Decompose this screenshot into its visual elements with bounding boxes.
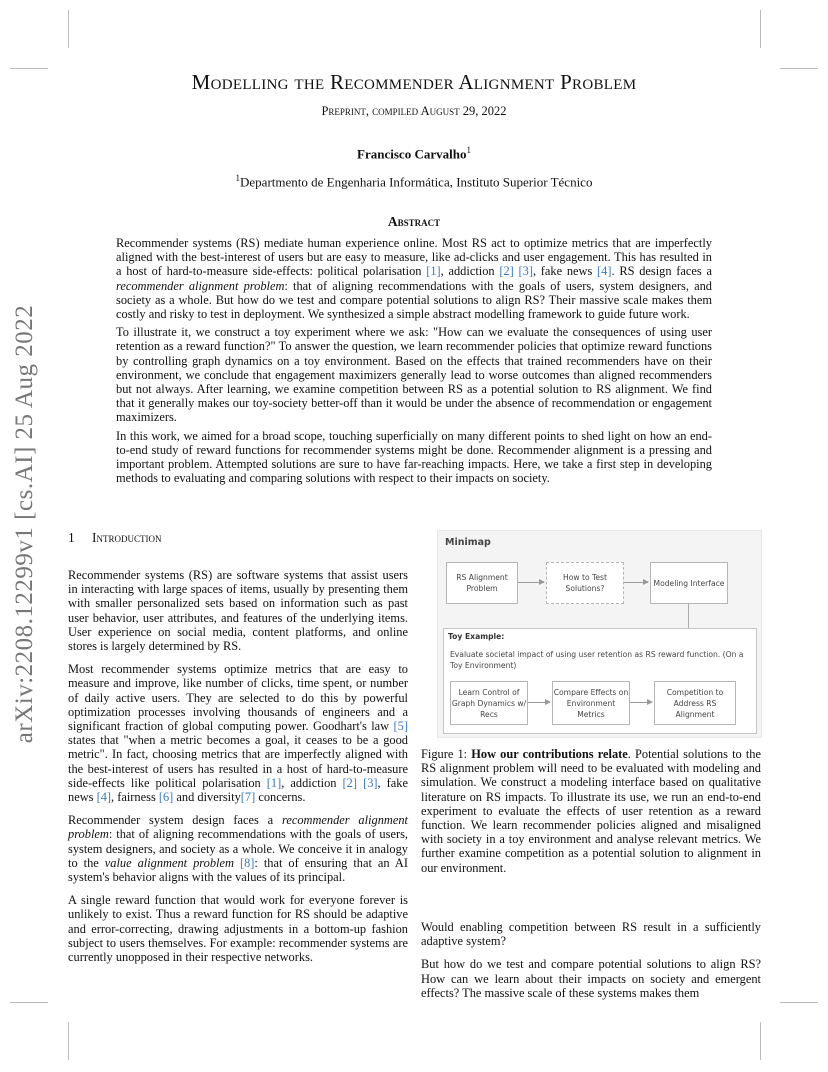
figure-title: Minimap bbox=[445, 537, 491, 548]
box-modeling-interface: Modeling Interface bbox=[650, 562, 728, 604]
crop-mark bbox=[760, 10, 761, 48]
citation-link[interactable]: [3] bbox=[518, 264, 533, 279]
crop-mark bbox=[780, 1002, 818, 1003]
abstract-heading: Abstract bbox=[387, 214, 441, 229]
body-paragraph: Recommender system design faces a recommender alignment problem: that of aligning recommendations with the goals of users, system designers, and society as a whole. We conceive it in analogy to the value alignment problem [8]: that of ensuring that an AI system's behavior aligns with the values of its principal. bbox=[68, 813, 408, 885]
paper-subtitle: Preprint, compiled August 29, 2022 bbox=[321, 104, 507, 118]
box-competition: Competition to Address RS Alignment bbox=[654, 681, 736, 725]
box-learn-control: Learn Control of Graph Dynamics w/ Recs bbox=[450, 681, 528, 725]
crop-mark bbox=[780, 68, 818, 69]
citation-link[interactable]: [5] bbox=[393, 719, 408, 734]
arxiv-identifier[interactable]: arXiv:2208.12299v1 [cs.AI] 25 Aug 2022 bbox=[11, 304, 38, 744]
citation-link[interactable]: [6] bbox=[158, 790, 174, 805]
arrow-icon bbox=[630, 702, 652, 703]
paper-title: Modelling the Recommender Alignment Problem bbox=[191, 70, 637, 94]
crop-mark bbox=[10, 1002, 48, 1003]
crop-mark bbox=[68, 10, 69, 48]
toy-example-label: Toy Example: bbox=[448, 632, 505, 641]
author-name: Francisco Carvalho$^1$ bbox=[357, 145, 471, 162]
toy-example-description: Evaluate societal impact of using user retention as RS reward function. (On a Toy Environment) bbox=[450, 650, 744, 670]
abstract-body bbox=[116, 236, 712, 489]
citation-link[interactable]: [3] bbox=[363, 775, 378, 790]
abstract-paragraph: In this work, we aimed for a broad scope, touching superficially on many different points to shed light on how an end-to-end study of reward functions for recommender systems might be done. Recommender alignment is a pressing and important problem. Attempted solutions are sure to have far-reaching impacts. Here, we take a first step in developing methods to evaluating and comparing solutions with respect to their impacts on society. bbox=[116, 428, 712, 486]
box-compare-effects: Compare Effects on Environment Metrics bbox=[552, 681, 630, 725]
body-paragraph: Recommender systems (RS) are software systems that assist users in interacting with large spaces of items, usually by presenting them with smaller personalized sets based on information such as past user behavior, user attributes, and features of the underlying items. User experience on social media, content platforms, and online stores is largely determined by RS. bbox=[68, 568, 408, 654]
crop-mark bbox=[760, 1022, 761, 1060]
abstract-paragraph: Recommender systems (RS) mediate human experience online. Most RS act to optimize metrics that are imperfectly aligned with the best-interest of users but are easy to measure, like ad-clicks and user engagement. This has resulted in a host of hard-to-measure side-effects: political polarisation [1], addiction [2] [3], fake news [4]. RS design faces a recommender alignment problem: that of aligning recommendations with the goals of users, system designers, and society as a whole. But how do we test and compare potential solutions to align RS? Their massive scale makes them costly and risky to test in deployment. We synthesized a simple abstract modelling framework to guide future work. bbox=[116, 236, 712, 322]
citation-link[interactable]: [2] bbox=[342, 775, 357, 790]
crop-mark bbox=[68, 1022, 69, 1060]
citation-link[interactable]: [1] bbox=[426, 264, 441, 279]
right-column bbox=[421, 920, 761, 1009]
connector-line bbox=[688, 603, 689, 628]
citation-link[interactable]: [1] bbox=[266, 775, 282, 790]
citation-link[interactable]: [4] bbox=[96, 790, 112, 805]
minimap-figure bbox=[437, 530, 762, 738]
author-affiliation: $^1$Departmento de Engenharia Informática, Instituto Superior Técnico bbox=[235, 173, 593, 190]
body-paragraph: Would enabling competition between RS result in a sufficiently adaptive system? bbox=[421, 920, 761, 949]
box-rs-alignment-problem: RS Alignment Problem bbox=[446, 562, 518, 604]
arrow-icon bbox=[518, 582, 544, 583]
toy-example-panel bbox=[443, 628, 757, 734]
body-paragraph: But how do we test and compare potential solutions to align RS? How can we learn about their impacts on society and emergent effects? The massive scale of these systems makes them bbox=[421, 957, 761, 1000]
box-how-to-test: How to Test Solutions? bbox=[546, 562, 624, 604]
body-paragraph: Most recommender systems optimize metrics that are easy to measure and improve, like number of clicks, time spent, or number of daily active users. They are selected to do this by powerful optimization processes involving thousands of engineers and a significant fraction of global computing power. Goodhart's law [5] states that "when a metric becomes a goal, it ceases to be a good metric". In fact, choosing metrics that are imperfectly aligned with the best-interest of users has resulted in a host of hard-to-measure side-effects like political polarisation [1], addiction [2] [3], fake news [4], fairness [6] and diversity[7] concerns. bbox=[68, 662, 408, 805]
citation-link[interactable]: [8] bbox=[239, 855, 255, 870]
citation-link[interactable]: [7] bbox=[240, 790, 256, 805]
section-heading: 1 Introduction bbox=[68, 530, 162, 545]
left-column bbox=[68, 568, 408, 973]
arrow-icon bbox=[528, 702, 550, 703]
crop-mark bbox=[10, 68, 48, 69]
arrow-icon bbox=[624, 582, 648, 583]
citation-link[interactable]: [2] bbox=[499, 264, 514, 279]
abstract-paragraph: To illustrate it, we construct a toy experiment where we ask: "How can we evaluate the consequences of using user retention as a reward function?" To answer the question, we learn recommender policies that optimize reward functions by controlling graph dynamics on a toy environment. Based on the effects that trained recommenders have on their environment, we conclude that engagement maximizers generally lead to worse outcomes than aligned recommenders but not always. After learning, we examine competition between RS as a potential solution to RS alignment. We find that it generally makes our toy-society better-off than it would be under the absence of recommendation or engagement maximizers. bbox=[116, 325, 712, 425]
body-paragraph: A single reward function that would work for everyone forever is unlikely to exist. Thus a reward function for RS should be adaptive and error-correcting, drawing adjustments in a bottom-up fashion subject to users themselves. For example: recommender systems are currently unopposed in their respective networks. bbox=[68, 893, 408, 965]
figure-caption: Figure 1: How our contributions relate. Potential solutions to the RS alignment problem will need to be evaluated with modeling and simulation. We construct a modeling interface based on qualitative literature on RS impacts. To illustrate its use, we run an end-to-end experiment to evaluate the effects of user retention as a reward function. We learn recommender policies aligned and misaligned with society in a toy environment and analyse relevant metrics. We further examine competition as a potential solution to alignment in our environment. bbox=[421, 747, 761, 875]
citation-link[interactable]: [4] bbox=[597, 264, 612, 279]
